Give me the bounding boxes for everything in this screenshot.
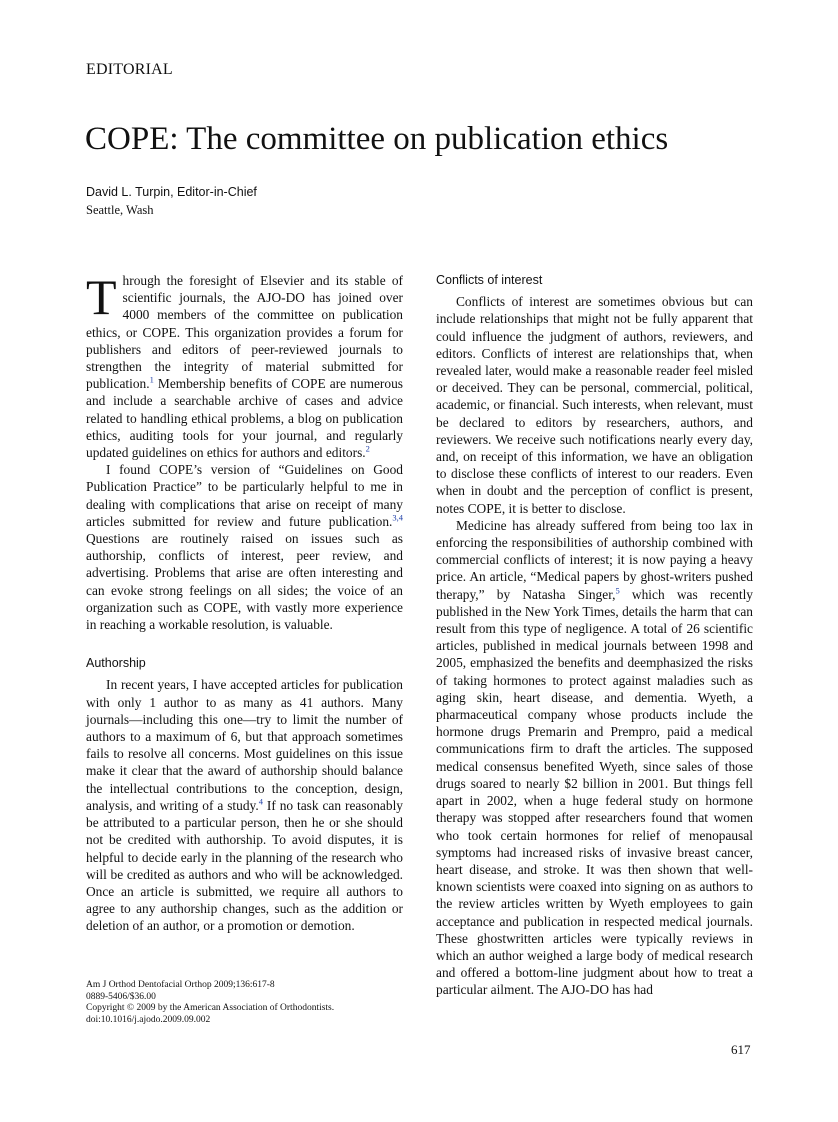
author-location: Seattle, Wash — [86, 203, 154, 217]
reference-link[interactable]: 4 — [258, 796, 263, 807]
journal-citation: Am J Orthod Dentofacial Orthop 2009;136:617-8 — [86, 980, 275, 990]
citation-footer — [86, 980, 416, 1026]
doi-link[interactable]: doi:10.1016/j.ajodo.2009.09.002 — [86, 1014, 211, 1025]
reference-link[interactable]: 5 — [615, 585, 620, 596]
article-title: COPE: The committee on publication ethics — [85, 121, 669, 157]
paragraph-ghostwriting: Medicine has already suffered from being too lax in enforcing the responsibilities of authorship combined with commercial conflicts of interest; it is now paying a heavy price. An article, “Medical papers by ghost-writers pushed therapy,” by Natasha Singer,$^5$ which was recently published in the New York Times, details the harm that can result from this type of negligence. A total of 26 scientific articles, published in medical journals between 1998 and 2005, emphasized the benefits and deemphasized the risks of taking hormones to protect against maladies such as aging skin, heart disease, and dementia. Wyeth, a pharmaceutical company whose products include the hormone drugs Premarin and Prempro, paid a medical communications firm to draft the articles. The supposed medical consensus benefited Wyeth, since sales of those drugs soared to nearly $2 billion in 2001. But things fell apart in 2002, when a huge federal study on hormone therapy was stopped after researchers found that women who took certain hormones for relief of menopausal symptoms had increased risks of invasive breast cancer, heart disease, and stroke. It was then shown that well-known scientists were coaxed into signing on as authors to the review articles written by Wyeth employees to gain acceptance and publication in respected medical journals. These ghostwritten articles were typically reviews in which an author weighed a large body of medical research and offered a bottom-line judgment about how to treat a particular ailment. The AJO-DO has had — [436, 517, 753, 998]
issn-price: 0889-5406/$36.00 — [86, 991, 156, 1002]
paragraph-intro: Through the foresight of Elsevier and its stable of scientific journals, the AJO-DO has joined over 4000 members of the committee on publication ethics, or COPE. This organization provides a forum for publishers and editors of peer-reviewed journals to strengthen the integrity of material submitted for publication.$^1$ Membership benefits of COPE are numerous and include a searchable archive of cases and advice related to handling ethical problems, a blog on publication ethics, auditing tools for your journal, and regularly updated guidelines on ethics for authors and editors.$^2$ — [86, 269, 403, 461]
paragraph-conflicts: Conflicts of interest are sometimes obvious but can include relationships that might not be fully apparent that could influence the judgment of authors, reviewers, and editors. Conflicts of interest are relationships that, when revealed later, would make a reasonable reader feel misled or deceived. They can be personal, commercial, political, academic, or financial. Such interests, when relevant, must be declared to editors by researchers, authors, and reviewers. We receive such notifications nearly every day, and, on receipt of this information, we have an obligation to disclose these conflicts of interest to our readers. Even when in doubt and the perception of conflict is present, notes COPE, it is better to disclose. — [436, 294, 753, 516]
section-label: EDITORIAL — [86, 61, 173, 78]
reference-link[interactable]: 3,4 — [392, 512, 403, 523]
paragraph-guidelines: I found COPE’s version of “Guidelines on Good Publication Practice” to be particularly helpful to me in dealing with complications that arise on receipt of many articles submitted for review and future publication.$^{3,4}$ Questions are routinely raised on issues such as authorship, conflicts of interest, peer review, and advertising. Problems that arise are often interesting and can evoke strong feelings on all sides; the voice of an organization such as COPE, with vastly more experience in reaching a workable resolution, is valuable. — [86, 462, 403, 633]
page-number: 617 — [731, 1042, 751, 1057]
copyright-notice: Copyright © 2009 by the American Association of Orthodontists. — [86, 1003, 335, 1014]
section-heading-conflicts: Conflicts of interest — [436, 273, 543, 287]
section-heading-authorship: Authorship — [86, 656, 146, 671]
paragraph-authorship: In recent years, I have accepted articles for publication with only 1 author to as many as 41 authors. Many journals—including this one—try to limit the number of authors to a maximum of 6, but that approach sometimes fails to resolve all concerns. Most guidelines on this issue make it clear that the award of authorship should balance the intellectual contributions to the conception, design, analysis, and writing of a study.$^4$ If no task can reasonably be attributed to a particular person, then he or she should not be credited with authorship. To avoid disputes, it is helpful to decide early in the planning of the research who will be credited as authors and who will be acknowledged. Once an article is submitted, we require all authors to agree to any authorship changes, such as the addition or deletion of an author, or a promotion or demotion. — [86, 677, 403, 934]
left-column — [86, 269, 403, 935]
author-byline: David L. Turpin, Editor-in-Chief — [86, 185, 257, 199]
drop-cap: T — [86, 269, 117, 325]
reference-link[interactable]: 2 — [365, 443, 370, 454]
right-column — [436, 272, 753, 999]
reference-link[interactable]: 1 — [149, 374, 154, 385]
